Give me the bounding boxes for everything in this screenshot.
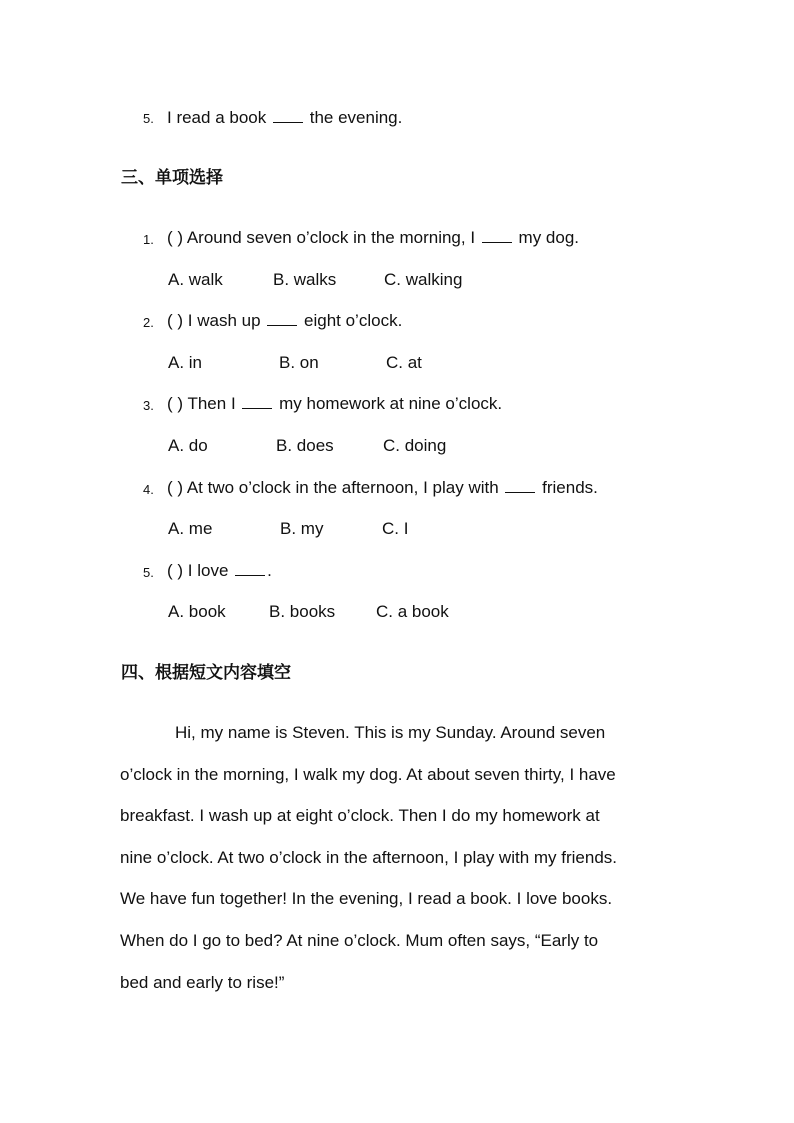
answer-blank <box>242 394 272 409</box>
question-number: 1. <box>143 232 154 247</box>
question-text-after: my dog. <box>518 228 580 247</box>
question-text-before: At two o’clock in the afternoon, I play with <box>186 478 499 497</box>
option-c[interactable]: C. I <box>382 519 409 538</box>
passage-line: o’clock in the morning, I walk my dog. At about seven thirty, I have <box>120 765 616 784</box>
question-number: 5. <box>143 111 154 126</box>
question-text-after: my homework at nine o’clock. <box>279 394 503 413</box>
answer-parentheses[interactable]: ( ) <box>167 228 184 247</box>
section-title-multiple-choice: 三、单项选择 <box>121 168 223 188</box>
option-a[interactable]: A. me <box>168 519 213 538</box>
option-b[interactable]: B. books <box>269 602 336 621</box>
question-4 <box>167 477 598 499</box>
question-number: 2. <box>143 315 154 330</box>
question-number: 4. <box>143 482 154 497</box>
question-number: 5. <box>143 565 154 580</box>
fill-blank-sentence <box>167 107 402 129</box>
question-3 <box>167 393 502 415</box>
answer-blank <box>267 311 297 326</box>
sentence-before-blank: I read a book <box>167 108 267 127</box>
question-text-after: . <box>267 561 272 580</box>
passage-line: bed and early to rise!” <box>120 973 285 992</box>
question-1 <box>167 227 579 249</box>
option-b[interactable]: B. my <box>280 519 324 538</box>
answer-blank <box>505 478 535 493</box>
answer-blank <box>235 561 265 576</box>
question-text-after: friends. <box>542 478 598 497</box>
section-title-reading-fill: 四、根据短文内容填空 <box>121 663 291 683</box>
passage-line: We have fun together! In the evening, I read a book. I love books. <box>120 889 613 908</box>
answer-blank <box>482 228 512 243</box>
passage-line: When do I go to bed? At nine o’clock. Mum often says, “Early to <box>120 931 599 950</box>
passage-line: nine o’clock. At two o’clock in the afternoon, I play with my friends. <box>120 848 618 867</box>
answer-blank[interactable] <box>273 108 303 123</box>
question-text-before: Then I <box>187 394 236 413</box>
sentence-after-blank: the evening. <box>309 108 403 127</box>
answer-parentheses[interactable]: ( ) <box>167 394 184 413</box>
question-text-before: I love <box>187 561 229 580</box>
question-number: 3. <box>143 398 154 413</box>
answer-parentheses[interactable]: ( ) <box>167 311 184 330</box>
answer-parentheses[interactable]: ( ) <box>167 561 184 580</box>
option-c[interactable]: C. a book <box>376 602 449 621</box>
option-a[interactable]: A. do <box>168 436 208 455</box>
option-b[interactable]: B. does <box>276 436 334 455</box>
option-c[interactable]: C. at <box>386 353 422 372</box>
passage-line: breakfast. I wash up at eight o’clock. Then I do my homework at <box>120 806 600 825</box>
option-b[interactable]: B. on <box>279 353 319 372</box>
option-a[interactable]: A. book <box>168 602 226 621</box>
option-c[interactable]: C. doing <box>383 436 447 455</box>
question-text-after: eight o’clock. <box>304 311 403 330</box>
option-c[interactable]: C. walking <box>384 270 463 289</box>
option-b[interactable]: B. walks <box>273 270 337 289</box>
passage-line: Hi, my name is Steven. This is my Sunday. Around seven <box>175 723 606 742</box>
question-5 <box>167 560 272 582</box>
question-text-before: I wash up <box>187 311 261 330</box>
option-a[interactable]: A. in <box>168 353 203 372</box>
option-a[interactable]: A. walk <box>168 270 223 289</box>
answer-parentheses[interactable]: ( ) <box>167 478 184 497</box>
question-2 <box>167 310 402 332</box>
question-text-before: Around seven o’clock in the morning, I <box>186 228 476 247</box>
